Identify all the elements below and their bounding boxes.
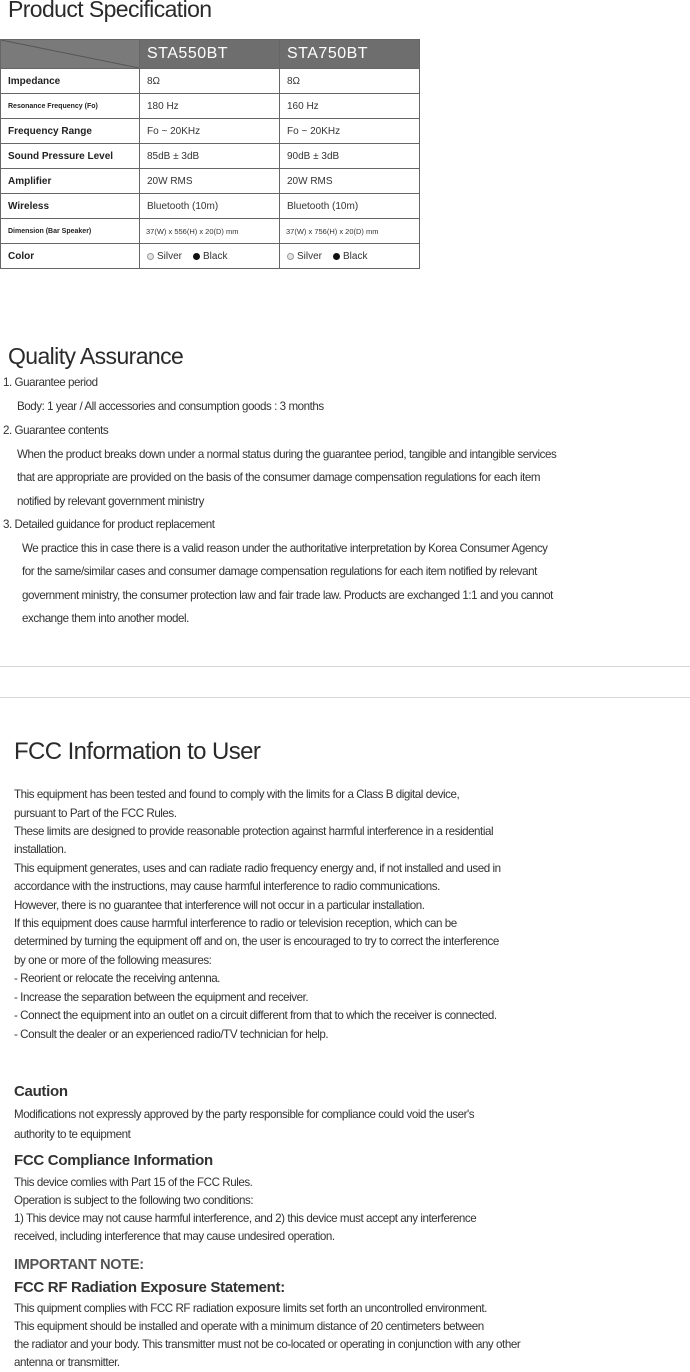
row-value: Fo ~ 20KHz — [280, 119, 420, 144]
compliance-line: received, including interference that may cause undesired operation. — [14, 1230, 335, 1243]
caution-line: Modifications not expressly approved by the party responsible for compliance could void the user's — [14, 1108, 475, 1121]
qa-line: 3. Detailed guidance for product replacement — [3, 518, 215, 531]
caution-title: Caution — [14, 1083, 68, 1100]
qa-line: government ministry, the consumer protection law and fair trade law. Products are exchanged 1:1 and you cannot — [22, 589, 553, 602]
row-value: 85dB ± 3dB — [140, 144, 280, 169]
table-row — [1, 94, 420, 119]
fcc-line: accordance with the instructions, may cause harmful interference to radio communications. — [14, 880, 440, 893]
row-label: Frequency Range — [1, 119, 140, 144]
qa-line: exchange them into another model. — [22, 612, 189, 625]
row-value: 20W RMS — [280, 169, 420, 194]
fcc-title: FCC Information to User — [14, 738, 261, 765]
row-value: Bluetooth (10m) — [280, 194, 420, 219]
row-value: 20W RMS — [140, 169, 280, 194]
table-row — [1, 219, 420, 244]
black-label: Black — [343, 250, 368, 262]
row-label: Color — [1, 244, 140, 269]
black-dot-icon — [333, 253, 340, 260]
rf-line: the radiator and your body. This transmitter must not be co-located or operating in conjunction with any other — [14, 1338, 521, 1351]
fcc-line: However, there is no guarantee that interference will not occur in a particular installation. — [14, 899, 425, 912]
important-note-title: IMPORTANT NOTE: — [14, 1257, 144, 1273]
row-value: 90dB ± 3dB — [280, 144, 420, 169]
row-label: Resonance Frequency (Fo) — [1, 94, 140, 119]
fcc-line: This equipment generates, uses and can radiate radio frequency energy and, if not installed and used in — [14, 862, 501, 875]
row-value: 8Ω — [140, 69, 280, 94]
rf-line: This equipment should be installed and operate with a minimum distance of 20 centimeters between — [14, 1320, 484, 1333]
fcc-line: by one or more of the following measures: — [14, 954, 212, 967]
black-label: Black — [203, 250, 228, 262]
qa-title: Quality Assurance — [8, 343, 184, 369]
row-label: Sound Pressure Level — [1, 144, 140, 169]
fcc-line: - Reorient or relocate the receiving antenna. — [14, 972, 220, 985]
qa-line: that are appropriate are provided on the basis of the consumer damage compensation regulations for each item — [17, 471, 541, 484]
rf-line: antenna or transmitter. — [14, 1356, 120, 1369]
section-divider — [0, 666, 690, 667]
row-value: 8Ω — [280, 69, 420, 94]
row-label: Wireless — [1, 194, 140, 219]
spec-title: Product Specification — [8, 0, 212, 22]
row-value: 180 Hz — [140, 94, 280, 119]
table-row — [1, 119, 420, 144]
qa-line: Body: 1 year / All accessories and consumption goods : 3 months — [17, 400, 324, 413]
diagonal-divider — [1, 40, 139, 68]
model-header: STA750BT — [280, 40, 420, 69]
compliance-line: This device comlies with Part 15 of the FCC Rules. — [14, 1176, 253, 1189]
compliance-line: Operation is subject to the following two conditions: — [14, 1194, 254, 1207]
fcc-line: These limits are designed to provide reasonable protection against harmful interference in a residential — [14, 825, 494, 838]
row-value: Bluetooth (10m) — [140, 194, 280, 219]
qa-line: for the same/similar cases and consumer damage compensation regulations for each item notified by relevant — [22, 565, 537, 578]
row-value: 37(W) x 756(H) x 20(D) mm — [280, 219, 420, 244]
silver-label: Silver — [157, 250, 183, 262]
fcc-line: - Connect the equipment into an outlet on a circuit different from that to which the receiver is connected. — [14, 1009, 497, 1022]
qa-line: When the product breaks down under a normal status during the guarantee period, tangible and intangible services — [17, 448, 557, 461]
silver-label: Silver — [297, 250, 323, 262]
black-dot-icon — [193, 253, 200, 260]
silver-dot-icon — [287, 253, 294, 260]
qa-line: We practice this in case there is a valid reason under the authoritative interpretation by Korea Consumer Agency — [22, 542, 548, 555]
row-label: Impedance — [1, 69, 140, 94]
table-row — [1, 244, 420, 269]
rf-exposure-title: FCC RF Radiation Exposure Statement: — [14, 1279, 285, 1296]
row-label: Amplifier — [1, 169, 140, 194]
compliance-title: FCC Compliance Information — [14, 1152, 213, 1169]
row-value: 160 Hz — [280, 94, 420, 119]
qa-line: 1. Guarantee period — [3, 376, 98, 389]
row-value: 37(W) x 556(H) x 20(D) mm — [140, 219, 280, 244]
row-value: Fo ~ 20KHz — [140, 119, 280, 144]
compliance-line: 1) This device may not cause harmful interference, and 2) this device must accept any interference — [14, 1212, 477, 1225]
color-options — [280, 244, 420, 269]
fcc-line: This equipment has been tested and found to comply with the limits for a Class B digital device, — [14, 788, 460, 801]
model-header: STA550BT — [140, 40, 280, 69]
table-row — [1, 69, 420, 94]
fcc-line: - Consult the dealer or an experienced radio/TV technician for help. — [14, 1028, 329, 1041]
fcc-line: - Increase the separation between the equipment and receiver. — [14, 991, 309, 1004]
section-divider — [0, 697, 690, 698]
color-options — [140, 244, 280, 269]
fcc-line: installation. — [14, 843, 67, 856]
spec-header-row — [1, 40, 420, 69]
row-label: Dimension (Bar Speaker) — [1, 219, 140, 244]
qa-line: 2. Guarantee contents — [3, 424, 109, 437]
caution-line: authority to te equipment — [14, 1128, 131, 1141]
qa-line: notified by relevant government ministry — [17, 495, 204, 508]
fcc-line: determined by turning the equipment off and on, the user is encouraged to try to correct the interference — [14, 935, 499, 948]
table-row — [1, 194, 420, 219]
table-row — [1, 144, 420, 169]
fcc-line: pursuant to Part of the FCC Rules. — [14, 807, 177, 820]
spec-corner-cell — [1, 40, 140, 69]
rf-line: This quipment complies with FCC RF radiation exposure limits set forth an uncontrolled environment. — [14, 1302, 487, 1315]
spec-table — [0, 39, 420, 269]
table-row — [1, 169, 420, 194]
fcc-line: If this equipment does cause harmful interference to radio or television reception, which can be — [14, 917, 457, 930]
silver-dot-icon — [147, 253, 154, 260]
